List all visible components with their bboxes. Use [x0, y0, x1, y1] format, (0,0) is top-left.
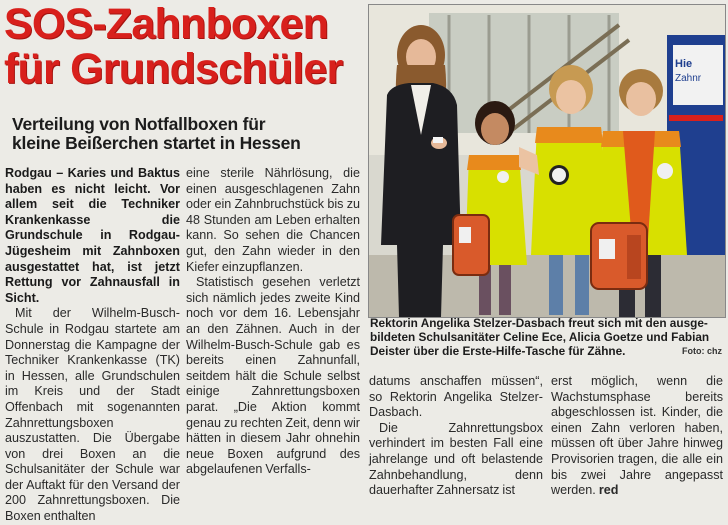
- article-paragraph: datums anschaffen müssen“, so Rektorin Angelika Stelzer-Dasbach.: [369, 374, 543, 420]
- caption-line-1: Rektorin Angelika Stelzer-Dasbach freut sich mit den ausge-: [370, 316, 708, 330]
- article-column-1: [5, 166, 180, 525]
- article-paragraph: Statistisch gesehen verletzt sich nämlich jedes zweite Kind noch vor dem 16. Lebensjahr an den Zähnen. Auch in der Wilhelm-Busch-Schule gab es bereits einen Zahnunfall, seitdem hält die Schule selbst einige Zahnrettungsboxen parat. „Die Aktion kommt genau zu rechten Zeit, denn wir hätten in diesem Jahr ohnehin neue Boxen aufgrund des abgelaufenen Verfalls-: [186, 275, 360, 477]
- headline: [4, 2, 366, 92]
- subheadline: [12, 115, 368, 153]
- author-sign: red: [598, 483, 619, 498]
- poster-text-2: Zahnr: [675, 73, 702, 84]
- article-paragraph: Mit der Wilhelm-Busch-Schule in Rodgau startete am Donnerstag die Kampagne der Techniker Krankenkasse (TK) in Hessen, alle Grundschulen im Kreis und der Stadt Offenbach mit sogenannten Zahnrettungsboxen auszustatten. Die Übergabe von drei Boxen an die Schulsanitäter der Schule war der Auftakt für den Versand der 200 Zahnrettungsboxen. Die Boxen enthalten: [5, 306, 180, 524]
- subheadline-line-2: kleine Beißerchen startet in Hessen: [12, 133, 301, 153]
- article-paragraph: Die Zahnrettungsbox verhindert im besten Fall eine jahrelange und oft belastende Zahnbehandlung, denn dauerhafter Zahnersatz ist: [369, 420, 543, 498]
- article-column-2: [186, 166, 360, 478]
- headline-line-1: SOS-Zahnboxen: [4, 0, 329, 48]
- article-paragraph: eine sterile Nährlösung, die einen ausgeschlagenen Zahn oder ein Zahnbruchstück bis zu 48 Stunden am Leben erhalten kann. So sehen die Chancen gut, den Zahn wieder in den Kiefer einzupflanzen.: [186, 166, 360, 274]
- caption-line-3: Deister über die Erste-Hilfe-Tasche für Zähne.: [370, 344, 626, 358]
- photo-caption: [370, 316, 724, 358]
- article-column-3: [369, 374, 543, 499]
- headline-line-2: für Grundschüler: [4, 45, 343, 93]
- poster-text-1: Hie: [675, 58, 693, 70]
- photo-illustration: [369, 5, 725, 317]
- article-paragraph: [551, 374, 723, 499]
- article-paragraph-text: erst möglich, wenn die Wachstumsphase bereits abgeschlossen ist. Kinder, die einen Zahn verloren haben, müssen oft über Jahre hinweg Provisorien tragen, die alle ein bis zwei Jahre angepasst werden.: [551, 374, 723, 498]
- article-photo: [368, 4, 726, 318]
- photo-credit: Foto: chz: [682, 346, 722, 356]
- caption-line-2: bildeten Schulsanitäter Celine Ece, Alicia Goetze und Fabian: [370, 330, 710, 344]
- article-column-4: [551, 374, 723, 499]
- article-lead: Rodgau – Karies und Baktus haben es nicht leicht. Vor allem seit die Techniker Krankenkasse die Grundschule in Rodgau-Jügesheim mit Zahnboxen ausgestattet hat, ist jetzt Rettung vor Zahnausfall in Sicht.: [5, 166, 180, 305]
- subheadline-line-1: Verteilung von Notfallboxen für: [12, 114, 266, 134]
